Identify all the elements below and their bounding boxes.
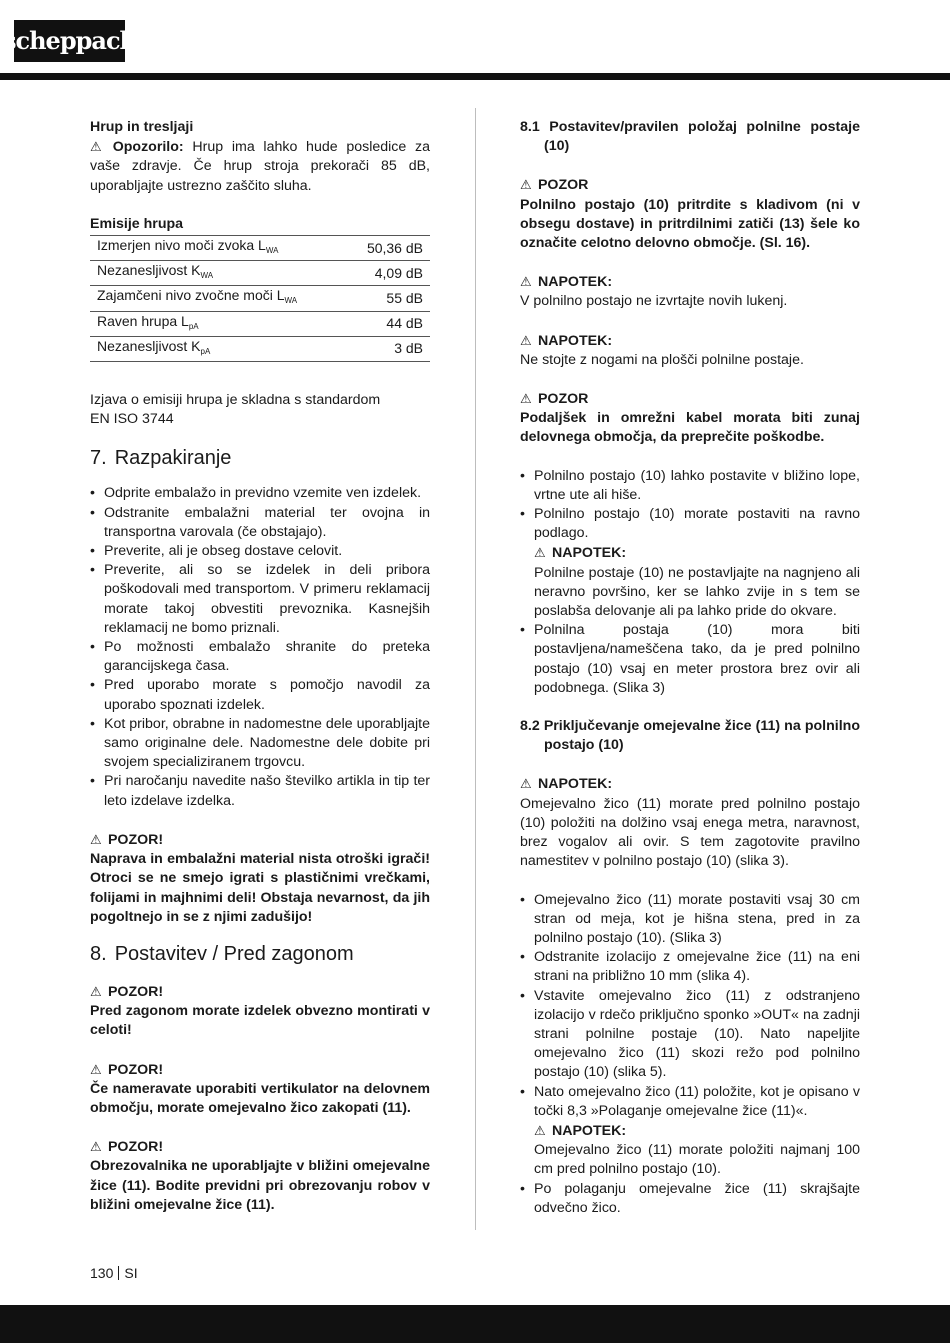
warning-icon: ⚠ [520, 332, 532, 348]
warning-icon: ⚠ [520, 776, 532, 792]
napotek-label: ⚠ NAPOTEK: [520, 274, 613, 291]
language-code: SI [124, 1265, 138, 1281]
footer-separator [118, 1266, 119, 1280]
table-row [90, 336, 430, 361]
table-row [90, 311, 430, 336]
pozor-label: ⚠ POZOR! [90, 1061, 164, 1078]
pozor-text: Naprava in embalažni material nista otroški igrači! Otroci se ne smejo igrati s plastičnimi vrečkami, folijami in majhnimi deli! Obstaja nevarnost, da jih pogoltnejo in se z njimi zadušijo! [90, 851, 430, 925]
napotek-label: ⚠ NAPOTEK: [520, 332, 613, 349]
pozor-text: Podaljšek in omrežni kabel morata biti zunaj delovnega območja, da preprečite poškodbe. [520, 410, 860, 446]
header-rule [0, 73, 950, 80]
table-cell-value: 44 dB [346, 311, 430, 336]
warning-icon: ⚠ [520, 177, 532, 193]
list-item: • Odprite embalažo in previdno vzemite ven izdelek. [90, 484, 430, 503]
noise-heading: Hrup in tresljaji [90, 119, 194, 135]
unpacking-list [90, 484, 430, 810]
pozor-label: ⚠ POZOR [520, 177, 589, 194]
warning-icon: ⚠ [90, 1061, 102, 1077]
warning-icon: ⚠ [90, 831, 102, 847]
warning-icon: ⚠ [534, 1122, 546, 1138]
pozor-label: ⚠ POZOR! [90, 983, 164, 1000]
warning-icon: ⚠ [520, 274, 532, 290]
napotek-text: Omejevalno žico (11) morate pred polnilno postajo (10) položiti na dolžino vsaj enega metra, naravnost, brez vogalov ali ovir. S tem zagotovite pravilno namestitev v polnilno postajo (10) (slika 3). [520, 795, 860, 870]
placement-list [520, 467, 860, 698]
napotek-label: ⚠ NAPOTEK: [520, 776, 613, 793]
list-item: • Po polaganju omejevalne žice (11) skrajšajte odvečno žico. [520, 1180, 860, 1218]
list-item: • Pri naročanju navedite našo številko artikla in tip ter leto izdelave izdelka. [90, 772, 430, 810]
pozor-text: Polnilno postajo (10) pritrdite s kladivom (ni v obsegu dostave) in pritrdilnimi zatiči (13) šele ko označite celotno delovno območje. (Sl. 16). [520, 196, 860, 252]
pozor-label: ⚠ POZOR! [90, 1139, 164, 1156]
list-item: • Omejevalno žico (11) morate postaviti vsaj 30 cm stran od meja, kot je hišna stena, pred in za polnilno postajo (10). (Slika 3) [520, 891, 860, 949]
table-cell-value: 55 dB [346, 286, 430, 311]
section-7-heading: 7. Razpakiranje [90, 447, 232, 470]
pozor-text: Pred zagonom morate izdelek obvezno montirati v celoti! [90, 1003, 430, 1039]
pozor-text: Obrezovalnika ne uporabljajte v bližini omejevalne žice (11). Bodite previdni pri obrezovanju robov v bližini omejevalne žice (11). [90, 1158, 430, 1213]
list-item: • Odstranite embalažni material ter ovojna in transportna varovala (če obstajajo). [90, 504, 430, 542]
list-item: • Polnilna postaja (10) mora biti postavljena/nameščena tako, da je pred polnilno postajo (10) vsaj en meter prostora brez ovir ali podobnega. (Slika 3) [520, 621, 860, 698]
table-cell-label: Nezanesljivost $K_{WA}$ [90, 261, 346, 286]
table-cell-value: 50,36 dB [346, 236, 430, 261]
column-divider [475, 108, 476, 1230]
pozor-label: ⚠ POZOR [520, 391, 589, 408]
list-item: • Nato omejevalno žico (11) položite, kot je opisano v točki 8,3 »Polaganje omejevalne žice (11)«. ⚠ NAPOTEK: Omejevalno žico (11) morate položiti najmanj 100 cm pred polnilno postajo (10). [520, 1083, 860, 1180]
declaration-line-2: EN ISO 3744 [90, 411, 174, 428]
napotek-label: ⚠ NAPOTEK: [534, 1122, 627, 1139]
pozor-label: ⚠ POZOR! [90, 831, 164, 848]
warning-icon: ⚠ [90, 139, 102, 155]
table-cell-label: Nezanesljivost $K_{pA}$ [90, 336, 346, 361]
table-cell-label: Raven hrupa $L_{pA}$ [90, 311, 346, 336]
table-cell-label: Zajamčeni nivo zvočne moči $L_{WA}$ [90, 286, 346, 311]
napotek-text: Polnilne postaje (10) ne postavljajte na nagnjeno ali neravno površino, ker se lahko zvije in s tem se poslabša delovanje ali pa lahko pride do okvare. [534, 564, 860, 620]
table-cell-label: Izmerjen nivo moči zvoka $L_{WA}$ [90, 236, 346, 261]
napotek-text: V polnilno postajo ne izvrtajte novih lukenj. [520, 293, 788, 310]
section-8-heading: 8. Postavitev / Pred zagonom [90, 942, 354, 965]
warning-icon: ⚠ [520, 391, 532, 407]
table-row [90, 286, 430, 311]
page-footer [90, 1264, 138, 1283]
pozor-text: Če nameravate uporabiti vertikulator na delovnem območju, morate omejevalno žico zakopati (11). [90, 1080, 430, 1116]
list-item: • Pred uporabo morate s pomočjo navodil za uporabo spoznati izdelek. [90, 676, 430, 714]
noise-emission-table [90, 235, 430, 362]
napotek-text: Ne stojte z nogami na plošči polnilne postaje. [520, 351, 804, 368]
list-item: • Preverite, ali so se izdelek in deli pribora poškodovali med transportom. V primeru reklamacij morate takoj obvestiti prevoznika. Kasnejših reklamacij ne bomo priznali. [90, 561, 430, 638]
emission-heading: Emisije hrupa [90, 215, 184, 232]
list-item: • Odstranite izolacijo z omejevalne žice (11) na eni strani na približno 10 mm (slika 4). [520, 948, 860, 986]
wire-list [520, 891, 860, 1218]
noise-warning: ⚠ Opozorilo: Hrup ima lahko hude posledice za vaše zdravje. Če hrup stroja prekorači 85 dB, uporabljajte ustrezno zaščito sluha. [90, 139, 430, 194]
right-column [520, 118, 860, 1218]
warning-icon: ⚠ [534, 545, 546, 561]
footer-bar [0, 1305, 950, 1343]
list-item: • Polnilno postajo (10) morate postaviti na ravno podlago. ⚠ NAPOTEK: Polnilne postaje (10) ne postavljajte na nagnjeno ali neravno površino, ker se lahko zvije in s tem se poslabša delovanje ali pa lahko pride do okvare. [520, 505, 860, 621]
table-row [90, 236, 430, 261]
list-item: • Po možnosti embalažo shranite do preteka garancijskega časa. [90, 638, 430, 676]
table-cell-value: 4,09 dB [346, 261, 430, 286]
table-cell-value: 3 dB [346, 336, 430, 361]
warning-icon: ⚠ [90, 1139, 102, 1155]
left-column [90, 118, 430, 1215]
declaration-line-1: Izjava o emisiji hrupa je skladna s standardom [90, 392, 381, 409]
table-row [90, 261, 430, 286]
napotek-text: Omejevalno žico (11) morate položiti najmanj 100 cm pred polnilno postajo (10). [534, 1142, 860, 1178]
napotek-label: ⚠ NAPOTEK: [534, 545, 627, 562]
brand-logo: scheppach [14, 20, 125, 62]
list-item: • Vstavite omejevalno žico (11) z odstranjeno izolacijo v rdečo priključno sponko »OUT« na zadnji strani polnilne postaje (10). Nato napeljite omejevalno žico (11) skozi režo pod polnilno postajo (10) (slika 5). [520, 987, 860, 1083]
warning-icon: ⚠ [90, 983, 102, 999]
section-8-1-heading: 8.1 Postavitev/pravilen položaj polnilne postaje (10) [520, 119, 860, 155]
page-number: 130 [90, 1265, 114, 1281]
list-item: • Preverite, ali je obseg dostave celovit. [90, 542, 430, 561]
list-item: • Polnilno postajo (10) lahko postavite v bližino lope, vrtne ute ali hiše. [520, 467, 860, 505]
section-8-2-heading: 8.2 Priključevanje omejevalne žice (11) na polnilno postajo (10) [520, 718, 860, 754]
list-item: • Kot pribor, obrabne in nadomestne dele uporabljajte samo originalne dele. Nadomestne dele dobite pri svojem specializiranem trgovcu. [90, 715, 430, 773]
